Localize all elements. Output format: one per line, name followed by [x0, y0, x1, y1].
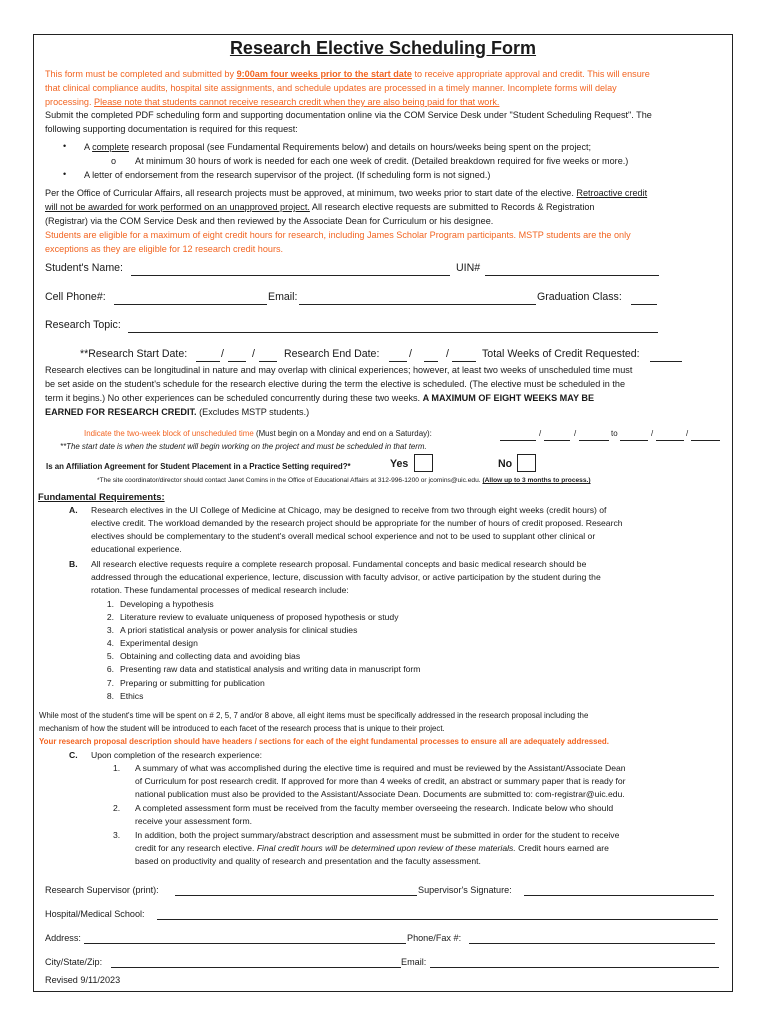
c3-credit-text: credit for any research elective.: [135, 843, 255, 854]
intro-text: This form must be completed and submitted by: [45, 69, 235, 79]
affiliation-no-checkbox[interactable]: [517, 454, 536, 472]
c3-final-credit: Final credit hours will be determined upon review of these materials.: [256, 843, 516, 854]
to-label: to: [611, 429, 618, 438]
cell-phone-label: Cell Phone#:: [45, 291, 106, 303]
supervisor-name-field[interactable]: [175, 895, 417, 896]
c2-number: 2.: [113, 803, 121, 813]
policy-text: Per the Office of Curricular Affairs, all research projects must be approved, at minimum, two weeks prior to start date of the elective.: [45, 188, 574, 198]
city-state-zip-label: City/State/Zip:: [45, 957, 103, 967]
process-number: 4.: [106, 638, 114, 649]
research-topic-field[interactable]: [128, 332, 658, 333]
supervisor-email-label: Email:: [401, 957, 427, 967]
submit-instructions-1: Submit the completed PDF scheduling form and supporting documentation online via the COM Service Desk under "Student Scheduling Request". The: [45, 110, 652, 120]
process-item: [93, 677, 420, 690]
process-number: 5.: [106, 651, 114, 662]
longitudinal-line-4: [45, 406, 309, 420]
process-text: Experimental design: [120, 638, 198, 649]
policy-line-2: [45, 201, 594, 215]
date-slash: /: [574, 429, 577, 438]
requirement-b-text: [91, 558, 601, 597]
date-slash: /: [446, 348, 449, 360]
end-month-field[interactable]: [389, 361, 407, 362]
requirement-letter: A letter of endorsement from the research supervisor of the project. (If scheduling form is not signed.): [84, 170, 491, 180]
requirement-proposal: [84, 141, 591, 155]
longitudinal-line-1: Research electives can be longitudinal in nature and may overlap with clinical experiences; however, at least two weeks of unscheduled time must: [45, 365, 633, 375]
process-item: [93, 637, 420, 650]
policy-line-1: [45, 187, 647, 201]
process-item: [93, 663, 420, 676]
graduation-class-label: Graduation Class:: [537, 291, 622, 303]
revision-date: Revised 9/11/2023: [45, 975, 121, 985]
address-field[interactable]: [84, 943, 406, 944]
eligibility-line-1: Students are eligible for a maximum of eight credit hours for research, including James Scholar Program participants. MSTP students are the only: [45, 230, 631, 240]
requirement-b-line: rotation. These fundamental processes of medical research include:: [91, 585, 349, 596]
unscheduled-start-year[interactable]: [579, 440, 609, 441]
req-complete: complete: [92, 142, 130, 152]
req-text-cont: research proposal (see Fundamental Requirements below) and details on hours/weeks being spent on the project;: [131, 142, 592, 152]
requirement-a-label: A.: [69, 505, 78, 515]
requirement-b-line: All research elective requests require a complete research proposal. Fundamental concepts and basic medical research should be: [91, 559, 587, 569]
phone-fax-label: Phone/Fax #:: [407, 933, 462, 943]
process-item: [93, 611, 420, 624]
process-number: 3.: [106, 625, 114, 636]
end-day-field[interactable]: [424, 361, 438, 362]
req-text: A: [84, 142, 90, 152]
process-item: [93, 598, 420, 611]
c2-line: receive your assessment form.: [135, 816, 253, 827]
end-date-label: Research End Date:: [284, 348, 380, 360]
requirement-b-label: B.: [69, 559, 78, 569]
cell-phone-field[interactable]: [114, 304, 267, 305]
longitudinal-text: term it begins.) No other experiences can be scheduled concurrently during these two weeks.: [45, 393, 421, 403]
bullet-icon: •: [63, 141, 67, 151]
paid-warning: Please note that students cannot receive research credit when they are also being paid for that work.: [94, 97, 500, 107]
c3-credit-earned: Credit hours earned are: [518, 843, 609, 854]
requirement-a-text: [91, 504, 623, 556]
process-number: 1.: [106, 599, 114, 609]
student-name-field[interactable]: [131, 275, 450, 276]
start-date-note: **The start date is when the student will begin working on the project and must be scheduled in that term.: [60, 442, 427, 451]
process-item: [93, 624, 420, 637]
footnote-text: *The site coordinator/director should contact Janet Comins in the Office of Educational Affairs at 312-996-1200 or jcomins@uic.edu.: [97, 477, 481, 484]
intro-line-2: that clinical compliance audits, hospital site assignments, and schedule updates are processed in a timely manner. Incomplete forms will delay: [45, 83, 617, 93]
unscheduled-end-month[interactable]: [620, 440, 648, 441]
process-text: A priori statistical analysis or power analysis for clinical studies: [120, 625, 358, 636]
process-number: 6.: [106, 664, 114, 675]
date-slash: /: [409, 348, 412, 360]
while-line-1: While most of the student's time will be spent on # 2, 5, 7 and/or 8 above, all eight items must be specifically addressed in the research proposal including the: [39, 711, 589, 720]
form-page: [33, 34, 733, 992]
city-state-zip-field[interactable]: [111, 967, 401, 968]
affiliation-yes-checkbox[interactable]: [414, 454, 433, 472]
unscheduled-label: Indicate the two-week block of unscheduled time: [84, 429, 254, 438]
fundamental-processes-list: [93, 598, 420, 703]
supervisor-name-label: Research Supervisor (print):: [45, 885, 159, 895]
start-month-field[interactable]: [196, 361, 220, 362]
graduation-class-field[interactable]: [631, 304, 657, 305]
c3-number: 3.: [113, 830, 121, 840]
supervisor-signature-field[interactable]: [524, 895, 714, 896]
requirement-a-line: electives should be complementary to the student's overall medical school experience and not to be used to supplant other clinical or: [91, 531, 596, 542]
total-weeks-label: Total Weeks of Credit Requested:: [482, 348, 640, 360]
unscheduled-end-day[interactable]: [656, 440, 684, 441]
longitudinal-line-2: be set aside on the student's schedule for the research elective during the term the elective is scheduled. (The elective must be scheduled in the: [45, 379, 626, 389]
c1-text: [135, 762, 626, 801]
unapproved-text: will not be awarded for work performed on an unapproved project.: [45, 202, 310, 212]
unscheduled-end-year[interactable]: [691, 440, 720, 441]
uin-label: UIN#: [456, 262, 481, 274]
hospital-label: Hospital/Medical School:: [45, 909, 145, 919]
phone-fax-field[interactable]: [469, 943, 715, 944]
intro-line-3: [45, 96, 499, 110]
process-item: [93, 690, 420, 703]
retroactive-text: Retroactive credit: [576, 188, 648, 198]
c3-line: In addition, both the project summary/abstract description and assessment must be submitted in order for the student to receive: [135, 830, 620, 840]
c3-line: based on productivity and quality of research and presentation and the faculty assessment.: [135, 856, 481, 867]
footnote-process-time: (Allow up to 3 months to process.): [482, 477, 591, 484]
requirement-c-label: C.: [69, 750, 78, 760]
requirement-b-line: addressed through the educational experience, lecture, discussion with faculty advisor, or active participation by the student during the: [91, 572, 601, 583]
affiliation-yes-label: Yes: [390, 458, 409, 470]
process-text: Literature review to evaluate uniqueness of proposed hypothesis or study: [120, 612, 399, 623]
intro-line-1: [45, 68, 650, 82]
affiliation-footnote: [97, 477, 591, 484]
process-number: 7.: [106, 677, 114, 688]
process-text: Preparing or submitting for publication: [120, 677, 265, 688]
supervisor-signature-label: Supervisor's Signature:: [418, 885, 512, 895]
research-topic-label: Research Topic:: [45, 319, 121, 331]
hospital-field[interactable]: [157, 919, 718, 920]
form-title: Research Elective Scheduling Form: [229, 38, 537, 58]
requirement-a-line: Research electives in the UI College of Medicine at Chicago, may be designed to receive from two through eight weeks (credit hours) of: [91, 505, 607, 515]
c1-line: A summary of what was accomplished during the elective time is required and must be reviewed by the Assistant/Associate Dean: [135, 763, 626, 773]
requirement-a-line: educational experience.: [91, 544, 182, 555]
maximum-weeks-text: A MAXIMUM OF EIGHT WEEKS MAY BE: [422, 393, 595, 403]
uin-field[interactable]: [485, 275, 659, 276]
bullet-icon: •: [63, 169, 67, 179]
student-name-label: Student's Name:: [45, 262, 123, 274]
policy-line-3: (Registrar) via the COM Service Desk and then reviewed by the Associate Dean for Curriculum or his designee.: [45, 216, 494, 226]
email-label: Email:: [268, 291, 298, 303]
c1-line: national publication must also be provided to the Assistant/Associate Dean. Documents are submitted to: com-registrar@uic.edu.: [135, 789, 625, 800]
c1-line: of Curriculum for post research credit. If approved for more than 4 weeks of credit, an abstract or summary paper that is ready for: [135, 776, 626, 787]
date-slash: /: [686, 429, 689, 438]
date-slash: /: [539, 429, 542, 438]
process-number: 8.: [106, 690, 114, 701]
c3-text: [135, 829, 619, 868]
deadline-text: 9:00am four weeks prior to the start date: [236, 69, 412, 79]
total-weeks-field[interactable]: [650, 361, 682, 362]
end-year-field[interactable]: [452, 361, 476, 362]
intro-text-cont: to receive appropriate approval and credit. This will ensure: [414, 69, 650, 79]
while-line-2: mechanism of how the student will be introduced to each facet of the research process that is unique to their project.: [39, 724, 445, 733]
intro-processing: processing.: [45, 97, 92, 107]
c1-number: 1.: [113, 763, 121, 773]
maximum-weeks-text-cont: EARNED FOR RESEARCH CREDIT.: [45, 407, 197, 417]
start-year-field[interactable]: [259, 361, 277, 362]
sub-bullet-icon: o: [111, 156, 117, 166]
c2-line: A completed assessment form must be received from the faculty member overseeing the research. Indicate below who should: [135, 803, 614, 813]
process-text: Obtaining and collecting data and avoiding bias: [120, 651, 301, 662]
unscheduled-start-day[interactable]: [544, 440, 570, 441]
policy-text-cont: All research elective requests are submitted to Records & Registration: [311, 202, 595, 212]
date-slash: /: [651, 429, 654, 438]
process-text: Presenting raw data and statistical analysis and writing data in manuscript form: [120, 664, 421, 675]
start-date-label: **Research Start Date:: [80, 348, 188, 360]
address-label: Address:: [45, 933, 81, 943]
affiliation-no-label: No: [498, 458, 513, 470]
requirement-c-text: Upon completion of the research experience:: [91, 750, 263, 760]
submit-instructions-2: following supporting documentation is required for this request:: [45, 124, 298, 134]
process-item: [93, 650, 420, 663]
unscheduled-block-line: [84, 429, 432, 438]
email-field[interactable]: [299, 304, 536, 305]
c2-text: [135, 802, 613, 828]
affiliation-question: Is an Affiliation Agreement for Student Placement in a Practice Setting required?*: [46, 462, 351, 471]
process-text: Ethics: [120, 690, 144, 701]
supervisor-email-field[interactable]: [430, 967, 719, 968]
process-text: Developing a hypothesis: [120, 599, 214, 609]
process-number: 2.: [106, 612, 114, 623]
start-day-field[interactable]: [228, 361, 246, 362]
date-slash: /: [221, 348, 224, 360]
eligibility-line-2: exceptions as they are eligible for 12 research credit hours.: [45, 244, 284, 254]
unscheduled-rule: (Must begin on a Monday and end on a Saturday):: [255, 429, 432, 438]
requirement-hours: At minimum 30 hours of work is needed for each one week of credit. (Detailed breakdown required for five weeks or more.): [135, 156, 629, 166]
longitudinal-line-3: [45, 392, 594, 406]
date-slash: /: [252, 348, 255, 360]
requirement-a-line: elective credit. The workload demanded by the research project should be appropriate for the number of hours of credit proposed. Research: [91, 518, 623, 529]
fundamental-heading: Fundamental Requirements:: [38, 491, 165, 502]
c3-line: [135, 842, 619, 855]
headers-instruction: Your research proposal description should have headers / sections for each of the eight fundamental processes to ensure all are adequately addressed.: [39, 737, 609, 746]
unscheduled-start-month[interactable]: [500, 440, 536, 441]
mstp-exclusion: (Excludes MSTP students.): [199, 407, 310, 417]
